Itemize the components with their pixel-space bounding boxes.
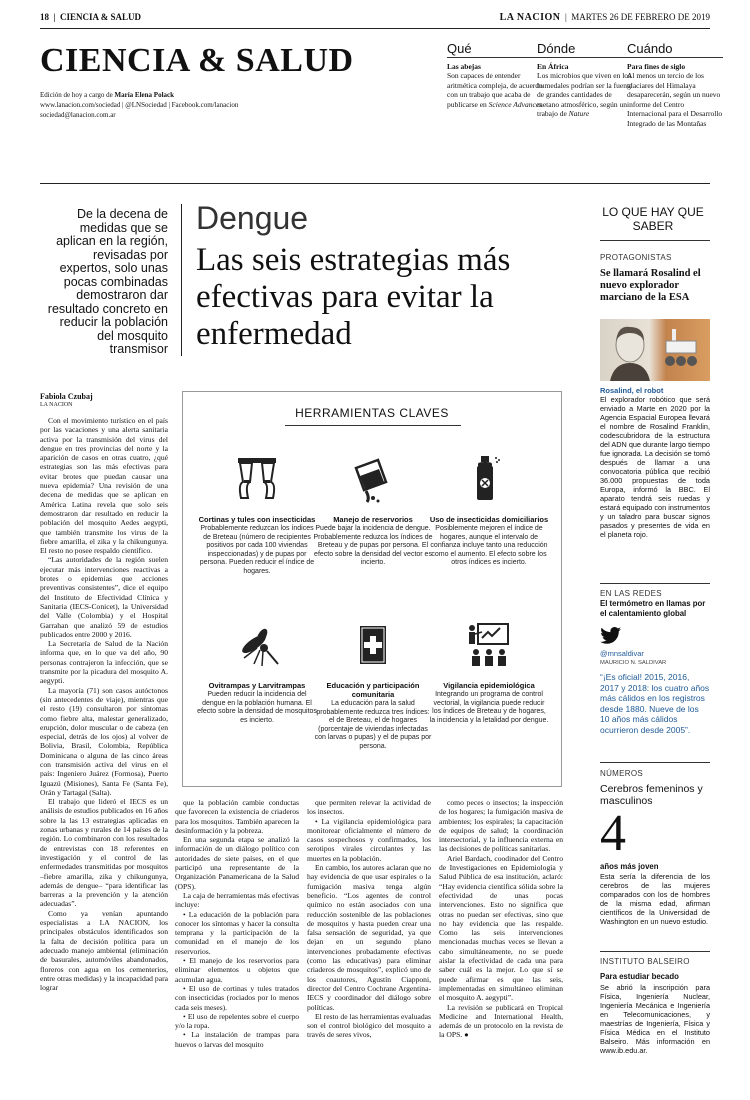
spray-can-icon (464, 454, 514, 504)
paragraph: El resto de las herramientas evaluadas son el control biológico del mosquito a través de seres vivos, (307, 1011, 431, 1040)
sidebar-rule (600, 762, 710, 763)
brief-heading: Qué (447, 44, 543, 58)
water-container-icon (348, 454, 398, 504)
article-lead: De la decena de medidas que se aplican en la región, revisadas por expertos, solo unas pocas combinadas demostraron dar resultado concreto en reducir la población del mosquito transmisor (47, 207, 168, 356)
brief-label: En África (537, 61, 569, 71)
number-label: años más joven (600, 862, 659, 871)
twitter-bird-icon (600, 626, 622, 646)
article-column-1 (40, 416, 168, 1076)
brief-source: Science Advances (488, 99, 543, 109)
tool-text: Probablemente reduzcan los índices de Breteau (número de recipientes positivos por cada 100 viviendas inspeccionadas) y de pupas por persona. Pueden reducir el índice de hogares. (199, 525, 315, 575)
numeros-title: Cerebros femeninos y masculinos (600, 783, 703, 807)
mosquito-icon (232, 620, 282, 670)
tool-title: Cortinas y tules con insecticidas (198, 515, 316, 524)
protagonistas-title: Se llamará Rosalind el nuevo explorador marciano de la ESA (600, 268, 701, 303)
paragraph: Con el movimiento turístico en el país por las vacaciones y una alerta sanitaria activa por la transmisión del virus del dengue en tres provincias del norte y la aparición de casos en otras cuatro, ¿qué estrategias son las más efectivas para evitar brotes que puedan causar una nueva epidemia? Una revisión de una decena de medidas que se aplican en América Latina revela que solo seis demostraron dar resultado en reducir la población del mosquito Aedes aegypti, que también transmite los virus de la fiebre amarilla, el zika y la chikungunya. El resto no posee respaldo científico. (40, 416, 168, 556)
protagonistas-text: El explorador robótico que será enviado a Marte en 2020 por la Agencia Espacial Europea llevará el nombre de Rosalind Franklin, codescubridora de la estructura del ADN que durante largo tiempo fue ignorada. La decisión se tomó después de llamar a una convocatoria pública que recibió 36.000 propuestas de toda Europa, informó la BBC. El aparato tendrá seis ruedas y estará equipado con instrumentos y un taladro para buscar signos pasados y presentes de vida en el planeta rojo. (600, 395, 710, 539)
tools-title-rule (285, 425, 461, 426)
paragraph: • El uso de repelentes sobre el cuerpo y/o la ropa. (175, 1011, 299, 1031)
redes-label: EN LAS REDES (600, 589, 662, 598)
paragraph: La mayoría (71) son casos autóctonos (sin antecedentes de viaje), mientras que el resto (19) consultaron por síntomas como fiebre alta, malestar generalizado, erupción, dolor muscular o de cabeza (en especial, detrás de los ojos) al volver de Bolivia, Brasil, Colombia, República Dominicana o alguna de las cinco áreas con transmisión activa del virus en el país: Ingeniero Juárez (Formosa), Puerto Iguazú (Misiones), Santa Fe (Santa Fe), Orán y Tartagal (Salta). (40, 685, 168, 797)
redes-author: MAURICIO N. SALDIVAR (600, 660, 667, 666)
paragraph: Ariel Bardach, coodinador del Centro de Investigaciones en Epidemiología y Salud Pública de esa institución, aclaró: “Hay evidencia científica sólida sobre la efectividad de unas pocas intervenciones. Esto no significa que otras no puedan ser efectivas, sino que no hay evidencia que las respalde. Como las seis intervenciones mencionadas muchas veces se llevan a cabo simultáneamente, no se puede aislar la efectividad de cada una para saber cuál es la mejor. Lo que sí se puede afirmar es que las seis, implementadas en simultáneo eliminan el mosquito A. aegypti”. (439, 853, 563, 1003)
sidebar-heading: LO QUE HAY QUE SABER (602, 205, 704, 233)
paragraph: La revisión se publicará en Tropical Medicine and International Health, además de un protocolo en la revista de la OPS. ● (439, 1002, 563, 1040)
paragraph: El trabajo que lideró el IECS es un análisis de estudios publicados en 16 años sobre la las 13 estrategias aplicadas en zonas urbanas y rurales de 14 países de la región. Lo combinaron con los resultados de entrevistas con 18 referentes en investigación y el control de las enfermedades transmitidas por mosquitos –fiebre amarilla, zika y chikungunya, además de dengue– “para identificar las barreras a la prevención y la atención adecuadas”. (40, 797, 168, 909)
sidebar-rule (600, 240, 710, 241)
tool-text: Integrando un programa de control vectorial, la vigilancia puede reducir los índices de Breteau y de hogares, la incidencia y la letalidad por dengue. (429, 691, 549, 724)
article-headline: Las seis estrategias más efectivas para evitar la enfermedad (196, 242, 511, 352)
protagonistas-label: PROTAGONISTAS (600, 253, 672, 262)
paragraph: La Secretaría de Salud de la Nación informa que, en lo que va del año, 90 personas contrajeron la infección, que se transmite por la picadura del mosquito A. aegypti. (40, 639, 168, 686)
article-column-3 (307, 798, 431, 1078)
redes-title: El termómetro en llamas por el calentamiento global (600, 599, 706, 618)
tool-insecticides (429, 454, 549, 568)
redes-quote: “¡Es oficial! 2015, 2016, 2017 y 2018: los cuatro años más cálidos en los registros desde 1880. Nueve de los 10 años más cálidos ocurrieron desde 2005”. (600, 672, 710, 735)
tool-curtains (197, 454, 317, 576)
page-header (40, 12, 710, 28)
health-book-icon (348, 620, 398, 670)
paragraph: • La instalación de trampas para huevos o larvas del mosquito (175, 1030, 299, 1049)
sidebar-rule (600, 951, 710, 952)
brief-heading: Cuándo (627, 44, 723, 58)
tool-title: Vigilancia epidemiológica (443, 681, 535, 690)
article-column-2 (175, 798, 299, 1078)
section-email: sociedad@lanacion.com.ar (40, 111, 116, 119)
curtains-icon (232, 454, 282, 504)
tool-text: La educación para la salud probablemente reduzca tres índices: el de Breteau, el de hogares (porcentaje de viviendas infectadas con larvas o pupas) y el de pupas por persona. (314, 700, 432, 750)
paragraph: • La vigilancia epidemiológica para monitorear oficialmente el número de casos sospechosos y confirmados, los serotipos virales circulantes y las muertes en la población. (307, 816, 431, 863)
section-title: CIENCIA & SALUD (40, 42, 354, 79)
tools-title: HERRAMIENTAS CLAVES (295, 406, 449, 420)
brief-source: Nature (568, 109, 590, 118)
section-divider (40, 183, 710, 184)
tool-text: Pueden reducir la incidencia del dengue en la población humana. El efecto sobre la densidad de mosquitos es incierto. (197, 691, 317, 724)
paragraph: “Las autoridades de la región suelen ejecutar más intervenciones reactivas a brotes o epidemias que acciones preventivas consistentes”, dice el equipo del Instituto de Efectividad Clínica y Sanitaria (IECS-Conicet), la Universidad del Valle (Colombia) y el Hospital Garrahan que analizó 59 de estudios publicados entre 2000 y 2016. (40, 555, 168, 639)
protagonistas-caption: Rosalind, el robot (600, 386, 664, 395)
edited-by-prefix: Edición de hoy a cargo de (40, 91, 115, 99)
numeros-label: NÚMEROS (600, 769, 643, 778)
author-name: Fabiola Czubaj (40, 392, 93, 401)
tool-title: Uso de insecticidas domiciliarios (429, 515, 549, 524)
tool-text: Puede bajar la incidencia de dengue. Probablemente reduzca los índices de Breteau y de pupas por persona. El efecto sobre la densidad del vector es incierto. (313, 525, 433, 566)
lead-divider (181, 204, 182, 356)
page-section: CIENCIA & SALUD (59, 12, 141, 22)
page-number: 18 (40, 12, 49, 22)
issue-date: MARTES 26 DE FEBRERO DE 2019 (571, 12, 710, 22)
paragraph: que la población cambie conductas que favorecen la existencia de criaderos para los mosquitos. También aparecen la desinformación y la pobreza. (175, 798, 299, 835)
rosalind-photo (600, 319, 710, 381)
paragraph: • El manejo de los reservorios para eliminar elementos u objetos que acumulan agua. (175, 956, 299, 984)
tool-education (313, 620, 433, 751)
paragraph: La caja de herramientas más efectivas incluye: (175, 890, 299, 910)
masthead-right: LA NACION | MARTES 26 DE FEBRERO DE 2019 (499, 12, 710, 23)
big-number: 4 (600, 805, 626, 862)
redes-handle[interactable]: @mnsaldivar (600, 649, 644, 658)
brief-text: Al menos un tercio de los glaciares del Himalaya desaparecerán, según un nuevo informe del Centro Internacional para el Desarrollo Integrado de las Montañas (627, 71, 723, 128)
author-org: LA NACION (40, 402, 73, 408)
paragraph: En cambio, los autores aclaran que no hay evidencia de que usar espirales o la fumigación masiva tenga algún beneficio. “Los agentes de control químico no están asociados con una reducción sostenible de las poblaciones de mosquitos y hasta pueden crear una falsa sensación de seguridad, ya que dejan en un segundo plano intervenciones probadamente efectivas (como las educativas) para eliminar criaderos de mosquitos”, explicó uno de los coautores, Agustín Ciapponi, director del Centro Cochrane Argentina-IECS y coordinador del diálogo sobre políticas. (307, 863, 431, 1012)
balseiro-label: INSTITUTO BALSEIRO (600, 957, 690, 966)
tool-title: Educación y participación comunitaria (326, 681, 420, 699)
sidebar-rule (600, 583, 710, 584)
article-kicker: Dengue (196, 200, 309, 236)
newspaper-name: LA NACION (499, 12, 561, 23)
brief-cuando (627, 41, 723, 128)
paragraph: • El uso de cortinas y tules tratados con insecticidas (rociados por lo menos cada seis meses). (175, 983, 299, 1012)
paragraph: En una segunda etapa se analizó la información de un diálogo político con autoridades de siete países, en el que participó una representante de la Organización Panamericana de la Salud (OPS). (175, 835, 299, 891)
brief-donde (537, 41, 633, 119)
article-column-4 (439, 798, 563, 1078)
balseiro-title: Para estudiar becado (600, 972, 679, 981)
tool-text: Posiblemente mejoren el índice de hogares, aunque el intervalo de confianza incluye tanto una reducción como el aumento. El efecto sobre los otros índices es incierto. (430, 525, 548, 566)
section-credits (40, 90, 380, 120)
numeros-text: Esta sería la diferencia de los cerebros de las mujeres comparados con los de hombres de la misma edad, afirman científicos de la Universidad de Washington en un nuevo estudio. (600, 872, 710, 926)
brief-que (447, 41, 543, 109)
tool-traps (197, 620, 317, 725)
editor-name: María Elena Polack (114, 91, 175, 99)
brief-label: Las abejas (447, 61, 481, 71)
paragraph: que permiten relevar la actividad de los insectos. (307, 798, 431, 817)
tool-surveillance (429, 620, 549, 725)
balseiro-text: Se abrió la inscripción para Física, Ingeniería Nuclear, Ingeniería Mecánica e Ingeniería en Telecomunicaciones, y maestrías de Ingeniería, Física y Física Médica en el Instituto Balseiro. Más información en www.ib.edu.ar. (600, 983, 710, 1055)
tool-title: Manejo de reservorios (333, 515, 413, 524)
page-folio: 18 | CIENCIA & SALUD (40, 12, 141, 22)
paragraph: como peces o insectos; la inspección de los hogares; la fumigación masiva de ambientes; los espirales; la capacitación de equipos de salud; la coordinación intersectorial, y la influencia externa en las decisiones de políticas sanitarias. (439, 798, 563, 854)
header-rule (40, 28, 710, 29)
brief-text: Son capaces de entender aritmética compleja, de acuerdo con un trabajo que acaba de publicarse en (447, 71, 543, 109)
section-links: www.lanacion.com/sociedad | @LNSociedad | Facebook.com/lanacion (40, 101, 239, 109)
paragraph: Como ya venían apuntando especialistas a LA NACION, los principales obstáculos identificados son la falta de decisión política para un adecuado manejo ambiental (eliminación de basurales, automóviles abandonados, floreros con agua en los cementerios, entre otras medidas) y la incapacidad para lograr (40, 908, 168, 993)
paragraph: • La educación de la población para conocer los síntomas y hacer la consulta temprana y la participación de la comunidad en el manejo de los reservorios. (175, 909, 299, 956)
portrait-and-rover-image (600, 319, 710, 381)
tool-reservoirs (313, 454, 433, 568)
tool-title: Ovitrampas y Larvitrampas (208, 681, 306, 690)
tools-infographic (182, 391, 562, 787)
brief-heading: Dónde (537, 44, 633, 58)
brief-text: Los microbios que viven en los humedales podrían ser la fuente de grandes cantidades de metano atmosférico, según un trabajo de (537, 71, 633, 118)
brief-label: Para fines de siglo (627, 61, 686, 71)
presentation-audience-icon (464, 620, 514, 670)
byline (40, 392, 93, 408)
